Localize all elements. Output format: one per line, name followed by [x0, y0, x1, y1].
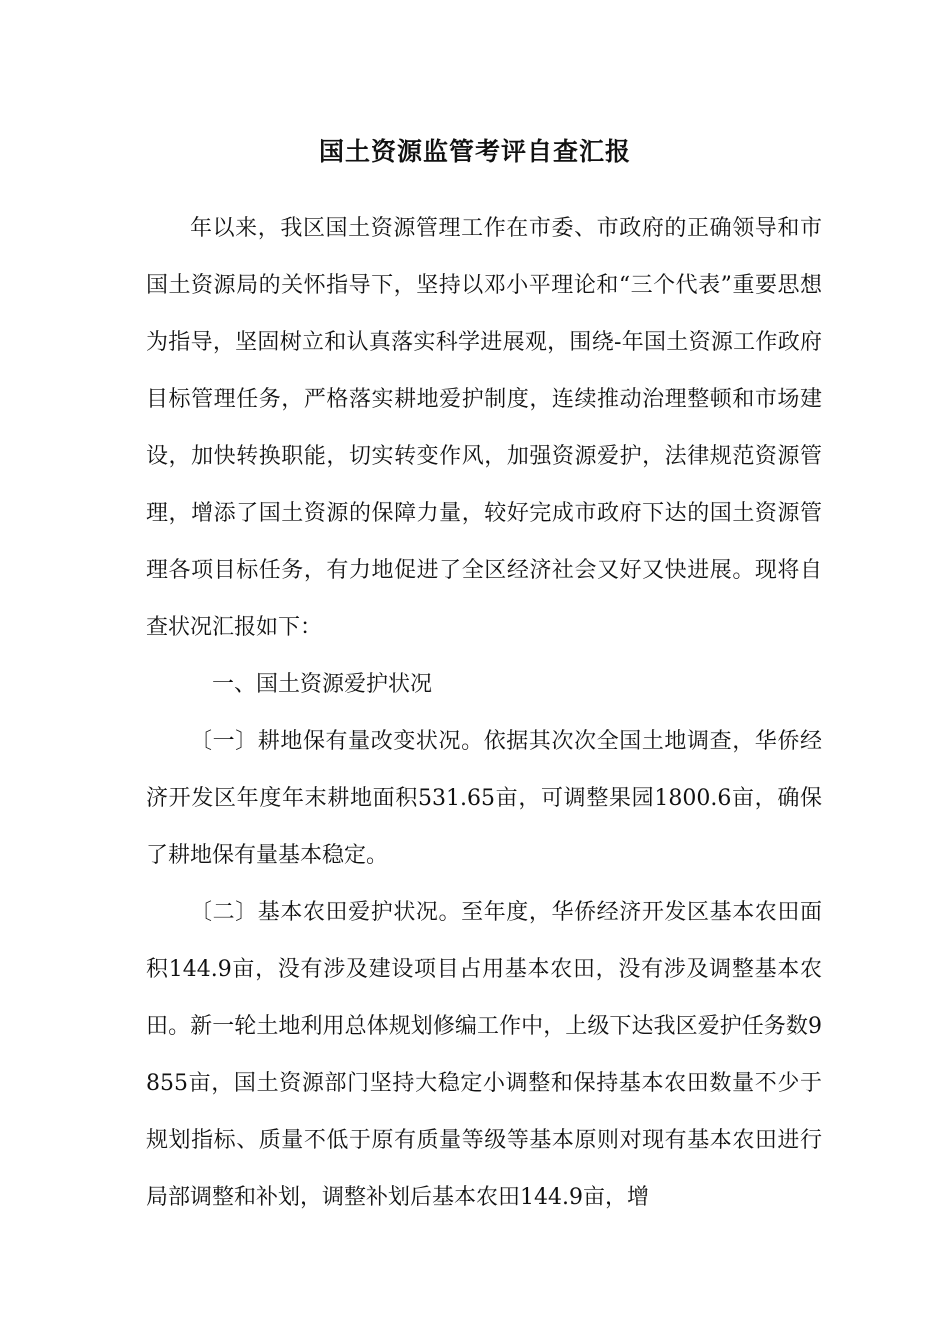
- section-heading-1: 一、国土资源爱护状况: [212, 672, 433, 697]
- document-body: [146, 200, 822, 1226]
- paragraph-basic-farmland: 〔二〕基本农田爱护状况。至年度，华侨经济开发区基本农田面积144.9亩，没有涉及建设项目占用基本农田，没有涉及调整基本农田。新一轮土地利用总体规划修编工作中，上级下达我区爱护任务数9855亩，国土资源部门坚持大稳定小调整和保持基本农田数量不少于规划指标、质量不低于原有质量等级等基本原则对现有基本农田进行局部调整和补划，调整补划后基本农田144.9亩，增: [146, 900, 822, 1210]
- intro-paragraph: 年以来，我区国土资源管理工作在市委、市政府的正确领导和市国土资源局的关怀指导下，坚持以邓小平理论和“三个代表”重要思想为指导，坚固树立和认真落实科学进展观，围绕-年国土资源工作政府目标管理任务，严格落实耕地爱护制度，连续推动治理整顿和市场建设，加快转换职能，切实转变作风，加强资源爱护，法律规范资源管理，增添了国土资源的保障力量，较好完成市政府下达的国土资源管理各项目标任务，有力地促进了全区经济社会又好又快进展。现将自查状况汇报如下：: [146, 216, 822, 640]
- document-title: 国土资源监管考评自查汇报: [318, 137, 631, 166]
- paragraph-cultivated-land: 〔一〕耕地保有量改变状况。依据其次次全国土地调查，华侨经济开发区年度年末耕地面积531.65亩，可调整果园1800.6亩，确保了耕地保有量基本稳定。: [146, 729, 822, 868]
